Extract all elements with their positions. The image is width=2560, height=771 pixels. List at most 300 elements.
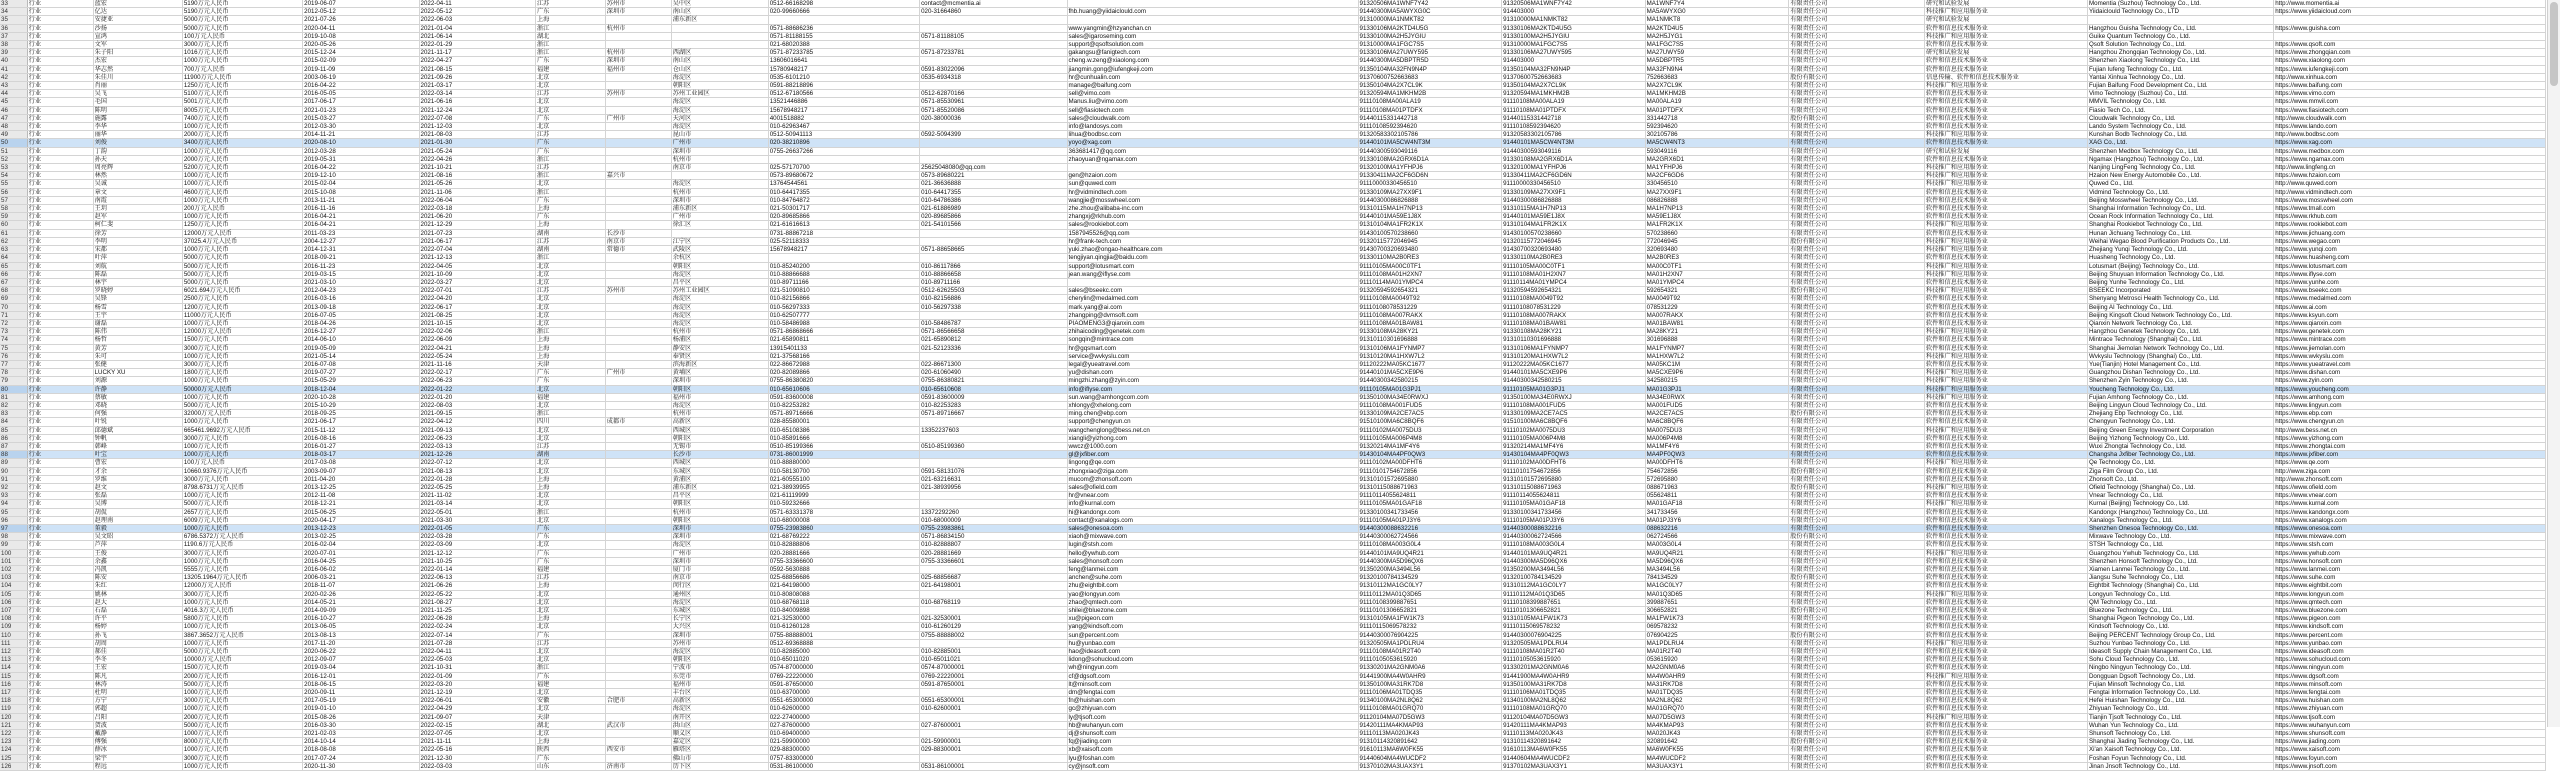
- cell-email[interactable]: 010-88866658: [920, 270, 1067, 278]
- row-number[interactable]: 102: [0, 566, 27, 574]
- table-row[interactable]: [0, 8, 2546, 16]
- cell-founded[interactable]: 2021-07-26: [303, 16, 419, 24]
- cell-district[interactable]: 苏州市: [671, 639, 768, 647]
- cell-capital[interactable]: 6786.5372万元人民币: [182, 533, 302, 541]
- cell-org_type[interactable]: 软件和信息技术服务业: [1925, 467, 2088, 475]
- cell-city[interactable]: [605, 730, 671, 738]
- cell-reg_no[interactable]: MA0049T92: [1645, 295, 1789, 303]
- cell-scope_short[interactable]: Beijing Lingyun Cloud Technology Co., Ltd.: [2087, 401, 2273, 409]
- cell-province[interactable]: 福建: [535, 393, 605, 401]
- cell-province[interactable]: 北京: [535, 434, 605, 442]
- cell-org_code[interactable]: 有限责任公司: [1789, 385, 1925, 393]
- cell-credit_code[interactable]: 91310000MA1FGC7S5: [1358, 41, 1502, 49]
- cell-city[interactable]: [605, 623, 671, 631]
- table-row[interactable]: [0, 98, 2546, 106]
- cell-approved[interactable]: 2021-06-20: [419, 213, 535, 221]
- cell-email[interactable]: 0551-65300001: [920, 697, 1067, 705]
- cell-phone[interactable]: 022-86672988: [768, 360, 919, 368]
- cell-kind[interactable]: 行业: [27, 672, 93, 680]
- cell-scope_short[interactable]: Changsha Jxfiber Technology Co., Ltd.: [2087, 451, 2273, 459]
- cell-kind[interactable]: 行业: [27, 369, 93, 377]
- cell-reg_no[interactable]: 331442718: [1645, 114, 1789, 122]
- cell-founded[interactable]: 2015-10-29: [303, 401, 419, 409]
- cell-city[interactable]: [605, 426, 671, 434]
- cell-alt_contact[interactable]: info@kurnal.com: [1067, 500, 1358, 508]
- cell-credit_code[interactable]: 91320583302105786: [1358, 131, 1502, 139]
- cell-credit_code[interactable]: 91370102MA3UAX3Y1: [1358, 762, 1502, 770]
- cell-founded[interactable]: 2016-07-08: [303, 360, 419, 368]
- cell-credit_code[interactable]: 91320214MA1MF4Y6: [1358, 442, 1502, 450]
- cell-approved[interactable]: 2021-03-14: [419, 500, 535, 508]
- cell-email[interactable]: 010-89711166: [920, 278, 1067, 286]
- cell-founded[interactable]: 2020-04-11: [303, 24, 419, 32]
- cell-org_code[interactable]: 股份有限公司: [1789, 483, 1925, 491]
- cell-city[interactable]: [605, 664, 671, 672]
- cell-district[interactable]: 天河区: [671, 114, 768, 122]
- cell-email[interactable]: 020-38000036: [920, 114, 1067, 122]
- table-row[interactable]: [0, 713, 2546, 721]
- cell-province[interactable]: 北京: [535, 385, 605, 393]
- cell-capital[interactable]: 1000万元人民币: [182, 705, 302, 713]
- cell-tax_id[interactable]: 91120104MA07D5GW3: [1502, 713, 1646, 721]
- cell-province[interactable]: 浙江: [535, 328, 605, 336]
- cell-phone[interactable]: 021-38939955: [768, 483, 919, 491]
- cell-tax_id[interactable]: 91350100MA31RK7D8: [1502, 680, 1646, 688]
- row-number[interactable]: 35: [0, 16, 27, 24]
- cell-city[interactable]: [605, 648, 671, 656]
- cell-org_code[interactable]: 有限责任公司: [1789, 566, 1925, 574]
- cell-city[interactable]: [605, 525, 671, 533]
- cell-province[interactable]: 北京: [535, 262, 605, 270]
- cell-kind[interactable]: 行业: [27, 631, 93, 639]
- cell-reg_no[interactable]: MA00DFHT6: [1645, 459, 1789, 467]
- cell-phone[interactable]: 0510-85199366: [768, 442, 919, 450]
- cell-city[interactable]: [605, 196, 671, 204]
- cell-tax_id[interactable]: 91110108MA00ALA19: [1502, 98, 1646, 106]
- cell-alt_contact[interactable]: gc@zhiyuan.com: [1067, 705, 1358, 713]
- cell-company_en[interactable]: https://www.eightbit.com: [2274, 582, 2546, 590]
- cell-capital[interactable]: 1000万元人民币: [182, 213, 302, 221]
- cell-province[interactable]: 上海: [535, 475, 605, 483]
- cell-company_en[interactable]: http://www.momentia.ai: [2274, 0, 2546, 8]
- cell-province[interactable]: 北京: [535, 730, 605, 738]
- cell-capital[interactable]: 100万元人民币: [182, 459, 302, 467]
- cell-capital[interactable]: 1500万元人民币: [182, 664, 302, 672]
- cell-founded[interactable]: 2017-06-17: [303, 98, 419, 106]
- cell-name[interactable]: 宋都: [93, 246, 182, 254]
- cell-org_code[interactable]: 股份有限公司: [1789, 287, 1925, 295]
- table-row[interactable]: [0, 73, 2546, 81]
- cell-tax_id[interactable]: 91110112MA01Q3D65: [1502, 590, 1646, 598]
- cell-kind[interactable]: 行业: [27, 180, 93, 188]
- cell-founded[interactable]: 2021-06-17: [303, 418, 419, 426]
- cell-approved[interactable]: 2022-03-28: [419, 533, 535, 541]
- cell-email[interactable]: 13372292260: [920, 508, 1067, 516]
- table-row[interactable]: [0, 721, 2546, 729]
- cell-org_type[interactable]: 科技推广和应用服务业: [1925, 426, 2088, 434]
- cell-province[interactable]: 天津: [535, 713, 605, 721]
- cell-province[interactable]: 北京: [535, 459, 605, 467]
- cell-city[interactable]: [605, 656, 671, 664]
- cell-capital[interactable]: 10000万元人民币: [182, 656, 302, 664]
- cell-phone[interactable]: 0592-5630888: [768, 566, 919, 574]
- cell-scope_short[interactable]: Shanghai Jiading Technology Co., Ltd.: [2087, 738, 2273, 746]
- cell-phone[interactable]: 010-65011020: [768, 656, 919, 664]
- cell-company_en[interactable]: https://www.suhe.com: [2274, 574, 2546, 582]
- cell-alt_contact[interactable]: sell@fiasiotech.com: [1067, 106, 1358, 114]
- cell-founded[interactable]: 2015-05-29: [303, 377, 419, 385]
- cell-alt_contact[interactable]: manage@baifung.com: [1067, 82, 1358, 90]
- cell-company_en[interactable]: [2274, 16, 2546, 24]
- cell-alt_contact[interactable]: mark.yang@ai.com: [1067, 303, 1358, 311]
- cell-kind[interactable]: 行业: [27, 533, 93, 541]
- cell-email[interactable]: [920, 57, 1067, 65]
- cell-founded[interactable]: 2012-05-12: [303, 8, 419, 16]
- cell-org_code[interactable]: 有限责任公司: [1789, 648, 1925, 656]
- cell-district[interactable]: 深圳市: [671, 147, 768, 155]
- table-row[interactable]: [0, 615, 2546, 623]
- cell-province[interactable]: 广东: [535, 196, 605, 204]
- cell-approved[interactable]: 2022-02-15: [419, 721, 535, 729]
- table-row[interactable]: [0, 582, 2546, 590]
- cell-org_type[interactable]: 研究和试验发展: [1925, 0, 2088, 8]
- row-number[interactable]: 56: [0, 188, 27, 196]
- cell-founded[interactable]: 2021-01-23: [303, 106, 419, 114]
- cell-email[interactable]: 010-64417355: [920, 188, 1067, 196]
- cell-founded[interactable]: 2014-12-31: [303, 246, 419, 254]
- cell-email[interactable]: 021-59900001: [920, 738, 1067, 746]
- cell-email[interactable]: [920, 155, 1067, 163]
- row-number[interactable]: 39: [0, 49, 27, 57]
- cell-name[interactable]: 肖丽: [93, 82, 182, 90]
- cell-name[interactable]: 程远: [93, 762, 182, 770]
- cell-founded[interactable]: 2020-09-11: [303, 689, 419, 697]
- cell-name[interactable]: 杨哲: [93, 336, 182, 344]
- row-number[interactable]: 107: [0, 607, 27, 615]
- cell-tax_id[interactable]: 91110101306652821: [1502, 607, 1646, 615]
- cell-tax_id[interactable]: 91330109MA27XX9F1: [1502, 188, 1646, 196]
- cell-org_code[interactable]: 有限责任公司: [1789, 65, 1925, 73]
- cell-company_en[interactable]: https://www.jiemolan.com: [2274, 344, 2546, 352]
- cell-city[interactable]: [605, 705, 671, 713]
- cell-name[interactable]: 杨婷: [93, 623, 182, 631]
- cell-city[interactable]: 常德市: [605, 246, 671, 254]
- cell-alt_contact[interactable]: fhb.huang@yiidaiclould.com: [1067, 8, 1358, 16]
- cell-phone[interactable]: 010-58486988: [768, 319, 919, 327]
- cell-company_en[interactable]: https://www.baifung.com: [2274, 82, 2546, 90]
- cell-phone[interactable]: 010-69400000: [768, 730, 919, 738]
- cell-founded[interactable]: 2016-12-01: [303, 672, 419, 680]
- cell-district[interactable]: 嘉定区: [671, 738, 768, 746]
- cell-city[interactable]: [605, 533, 671, 541]
- cell-tax_id[interactable]: 91310104MA1FR2K1X: [1502, 221, 1646, 229]
- cell-city[interactable]: [605, 549, 671, 557]
- cell-reg_no[interactable]: MA5AWYXG0: [1645, 8, 1789, 16]
- cell-credit_code[interactable]: 91110112MA01Q3D65: [1358, 590, 1502, 598]
- cell-capital[interactable]: 1000万元人民币: [182, 451, 302, 459]
- cell-org_code[interactable]: 有限责任公司: [1789, 730, 1925, 738]
- cell-credit_code[interactable]: 91310114320891642: [1358, 738, 1502, 746]
- cell-reg_no[interactable]: MA007RAKX: [1645, 311, 1789, 319]
- cell-phone[interactable]: 010-63700000: [768, 689, 919, 697]
- table-row[interactable]: [0, 623, 2546, 631]
- cell-reg_no[interactable]: MA1PDLRU4: [1645, 639, 1789, 647]
- cell-approved[interactable]: 2021-12-24: [419, 106, 535, 114]
- cell-scope_short[interactable]: Zhejiang Yunqi Technology Co., Ltd.: [2087, 246, 2273, 254]
- cell-org_type[interactable]: 软件和信息技术服务业: [1925, 680, 2088, 688]
- table-row[interactable]: [0, 730, 2546, 738]
- table-row[interactable]: [0, 196, 2546, 204]
- cell-credit_code[interactable]: 91350200MA3494L56: [1358, 566, 1502, 574]
- cell-district[interactable]: 朝阳区: [671, 262, 768, 270]
- cell-email[interactable]: [920, 639, 1067, 647]
- cell-capital[interactable]: 3000万元人民币: [182, 434, 302, 442]
- cell-city[interactable]: [605, 680, 671, 688]
- cell-kind[interactable]: 行业: [27, 106, 93, 114]
- cell-org_code[interactable]: 股份有限公司: [1789, 533, 1925, 541]
- cell-name[interactable]: 张磊: [93, 492, 182, 500]
- cell-tax_id[interactable]: 91110105053615920: [1502, 656, 1646, 664]
- cell-alt_contact[interactable]: shilei@bluezone.com: [1067, 607, 1358, 615]
- cell-district[interactable]: 海淀区: [671, 648, 768, 656]
- cell-province[interactable]: 浙江: [535, 508, 605, 516]
- cell-kind[interactable]: 行业: [27, 262, 93, 270]
- cell-tax_id[interactable]: 91330108MA2GRX6D1A: [1502, 155, 1646, 163]
- cell-name[interactable]: 吴锋: [93, 295, 182, 303]
- cell-city[interactable]: [605, 607, 671, 615]
- cell-founded[interactable]: 2016-12-27: [303, 328, 419, 336]
- cell-founded[interactable]: 2019-01-10: [303, 705, 419, 713]
- cell-org_type[interactable]: 软件和信息技术服务业: [1925, 98, 2088, 106]
- cell-scope_short[interactable]: Beijing Yunhe Technology Co., Ltd.: [2087, 278, 2273, 286]
- cell-tax_id[interactable]: 91110105MA01G3PJ1: [1502, 385, 1646, 393]
- cell-tax_id[interactable]: 91310114320891642: [1502, 738, 1646, 746]
- cell-alt_contact[interactable]: mucom@zhonsoft.com: [1067, 475, 1358, 483]
- cell-approved[interactable]: 2022-07-14: [419, 631, 535, 639]
- cell-scope_short[interactable]: XAG Co., Ltd.: [2087, 139, 2273, 147]
- cell-org_type[interactable]: 科技推广和应用服务业: [1925, 590, 2088, 598]
- cell-scope_short[interactable]: BSEEKC Incorporated: [2087, 287, 2273, 295]
- cell-district[interactable]: 西城区: [671, 426, 768, 434]
- cell-scope_short[interactable]: Hangzhou Zhongqian Technology Co., Ltd.: [2087, 49, 2273, 57]
- cell-company_en[interactable]: https://www.qianxin.com: [2274, 319, 2546, 327]
- cell-approved[interactable]: 2022-03-18: [419, 205, 535, 213]
- cell-tax_id[interactable]: 91330106MA27UWY595: [1502, 49, 1646, 57]
- cell-province[interactable]: 上海: [535, 615, 605, 623]
- row-number[interactable]: 120: [0, 713, 27, 721]
- cell-company_en[interactable]: https://www.ksyun.com: [2274, 311, 2546, 319]
- cell-kind[interactable]: 行业: [27, 590, 93, 598]
- cell-name[interactable]: 杜明: [93, 689, 182, 697]
- cell-company_en[interactable]: https://www.tjsoft.com: [2274, 713, 2546, 721]
- cell-founded[interactable]: 2016-04-22: [303, 164, 419, 172]
- cell-org_type[interactable]: 软件和信息技术服务业: [1925, 508, 2088, 516]
- cell-reg_no[interactable]: 078531229: [1645, 303, 1789, 311]
- cell-company_en[interactable]: https://www.percent.com: [2274, 631, 2546, 639]
- cell-scope_short[interactable]: Youcheng Technology Co., Ltd.: [2087, 385, 2273, 393]
- cell-org_type[interactable]: 信息传输、软件和信息技术服务业: [1925, 73, 2088, 81]
- cell-org_code[interactable]: 有限责任公司: [1789, 656, 1925, 664]
- cell-tax_id[interactable]: 91110108592394620: [1502, 123, 1646, 131]
- cell-founded[interactable]: 2018-12-04: [303, 385, 419, 393]
- row-number[interactable]: 110: [0, 631, 27, 639]
- table-row[interactable]: [0, 410, 2546, 418]
- table-row[interactable]: [0, 525, 2546, 533]
- table-row[interactable]: [0, 697, 2546, 705]
- cell-org_code[interactable]: 有限责任公司: [1789, 8, 1925, 16]
- cell-approved[interactable]: 2022-06-28: [419, 615, 535, 623]
- cell-phone[interactable]: 010-62963467: [768, 123, 919, 131]
- cell-reg_no[interactable]: MA003G0L4: [1645, 541, 1789, 549]
- cell-province[interactable]: 广东: [535, 369, 605, 377]
- row-number[interactable]: 72: [0, 319, 27, 327]
- cell-phone[interactable]: 0574-87000000: [768, 664, 919, 672]
- cell-credit_code[interactable]: 91320506MA1WNF7Y42: [1358, 0, 1502, 8]
- table-row[interactable]: [0, 344, 2546, 352]
- cell-phone[interactable]: 010-85240200: [768, 262, 919, 270]
- cell-capital[interactable]: 100万元人民币: [182, 32, 302, 40]
- cell-reg_no[interactable]: MA1NMKT8: [1645, 16, 1789, 24]
- cell-scope_short[interactable]: Foshan Foyun Technology Co., Ltd.: [2087, 754, 2273, 762]
- cell-capital[interactable]: 1190.6万元人民币: [182, 541, 302, 549]
- cell-province[interactable]: 北京: [535, 705, 605, 713]
- cell-district[interactable]: 东城区: [671, 467, 768, 475]
- cell-reg_no[interactable]: 754672856: [1645, 467, 1789, 475]
- cell-company_en[interactable]: https://www.chengyun.cn: [2274, 418, 2546, 426]
- cell-tax_id[interactable]: 91310110301696888: [1502, 336, 1646, 344]
- cell-approved[interactable]: 2022-05-25: [419, 483, 535, 491]
- cell-city[interactable]: [605, 360, 671, 368]
- cell-founded[interactable]: 2016-11-23: [303, 262, 419, 270]
- cell-province[interactable]: 广东: [535, 631, 605, 639]
- cell-kind[interactable]: 行业: [27, 98, 93, 106]
- cell-city[interactable]: [605, 262, 671, 270]
- cell-kind[interactable]: 行业: [27, 697, 93, 705]
- table-row[interactable]: [0, 762, 2546, 770]
- cell-org_code[interactable]: 有限责任公司: [1789, 360, 1925, 368]
- cell-approved[interactable]: 2021-07-28: [419, 639, 535, 647]
- cell-scope_short[interactable]: Ideasoft Supply Chain Management Co., Ltd.: [2087, 648, 2273, 656]
- cell-credit_code[interactable]: 91310115088671963: [1358, 483, 1502, 491]
- cell-company_en[interactable]: https://www.mosswheel.com: [2274, 196, 2546, 204]
- cell-kind[interactable]: 行业: [27, 360, 93, 368]
- cell-name[interactable]: 刘航: [93, 262, 182, 270]
- cell-credit_code[interactable]: 91310105MA1FW1K73: [1358, 615, 1502, 623]
- cell-org_code[interactable]: 有限责任公司: [1789, 549, 1925, 557]
- cell-tax_id[interactable]: 91430100570238660: [1502, 229, 1646, 237]
- cell-org_type[interactable]: 研究和试验发展: [1925, 16, 2088, 24]
- cell-district[interactable]: 昆山市: [671, 131, 768, 139]
- cell-phone[interactable]: 028-85580001: [768, 418, 919, 426]
- cell-province[interactable]: 山东: [535, 762, 605, 770]
- cell-approved[interactable]: 2022-06-13: [419, 574, 535, 582]
- cell-email[interactable]: 021-63216631: [920, 475, 1067, 483]
- table-row[interactable]: [0, 139, 2546, 147]
- cell-kind[interactable]: 行业: [27, 24, 93, 32]
- cell-tax_id[interactable]: 91110108MA001FUD5: [1502, 401, 1646, 409]
- cell-district[interactable]: 杭州市: [671, 328, 768, 336]
- cell-credit_code[interactable]: 91330106MA27UWY595: [1358, 49, 1502, 57]
- cell-name[interactable]: 梁宇: [93, 754, 182, 762]
- cell-credit_code[interactable]: 91350104MA32FN9N4P: [1358, 65, 1502, 73]
- cell-approved[interactable]: 2022-05-16: [419, 746, 535, 754]
- cell-company_en[interactable]: https://www.jiading.com: [2274, 738, 2546, 746]
- row-number[interactable]: 122: [0, 730, 27, 738]
- row-number[interactable]: 71: [0, 311, 27, 319]
- cell-scope_short[interactable]: Chengyun Technology Co., Ltd.: [2087, 418, 2273, 426]
- cell-org_type[interactable]: 软件和信息技术服务业: [1925, 754, 2088, 762]
- cell-district[interactable]: 洪山区: [671, 721, 768, 729]
- cell-alt_contact[interactable]: dm@fengtai.com: [1067, 689, 1358, 697]
- cell-city[interactable]: [605, 459, 671, 467]
- cell-alt_contact[interactable]: dj@shunsoft.com: [1067, 730, 1358, 738]
- cell-org_code[interactable]: 有限责任公司: [1789, 418, 1925, 426]
- cell-org_type[interactable]: 软件和信息技术服务业: [1925, 475, 2088, 483]
- cell-city[interactable]: [605, 557, 671, 565]
- cell-tax_id[interactable]: 91110108399887651: [1502, 598, 1646, 606]
- cell-company_en[interactable]: https://www.yueatravel.com: [2274, 360, 2546, 368]
- cell-kind[interactable]: 行业: [27, 508, 93, 516]
- cell-approved[interactable]: 2022-08-03: [419, 401, 535, 409]
- cell-approved[interactable]: 2021-01-30: [419, 139, 535, 147]
- cell-org_code[interactable]: 有限责任公司: [1789, 221, 1925, 229]
- cell-tax_id[interactable]: 91440101MA59E1J8X: [1502, 213, 1646, 221]
- cell-alt_contact[interactable]: anchen@suhe.com: [1067, 574, 1358, 582]
- cell-approved[interactable]: 2021-11-06: [419, 188, 535, 196]
- table-row[interactable]: [0, 516, 2546, 524]
- cell-email[interactable]: contact@mcmentia.ai: [920, 0, 1067, 8]
- cell-approved[interactable]: 2022-05-24: [419, 352, 535, 360]
- cell-capital[interactable]: 5100万元人民币: [182, 90, 302, 98]
- cell-email[interactable]: [920, 730, 1067, 738]
- cell-org_code[interactable]: 有限责任公司: [1789, 57, 1925, 65]
- table-row[interactable]: [0, 328, 2546, 336]
- cell-city[interactable]: [605, 139, 671, 147]
- cell-founded[interactable]: 2004-12-27: [303, 237, 419, 245]
- cell-name[interactable]: 罗晓婷: [93, 287, 182, 295]
- row-number[interactable]: 81: [0, 393, 27, 401]
- cell-alt_contact[interactable]: 363681417@qq.com: [1067, 147, 1358, 155]
- row-number[interactable]: 125: [0, 754, 27, 762]
- cell-approved[interactable]: 2022-01-05: [419, 525, 535, 533]
- cell-credit_code[interactable]: 91110101306652821: [1358, 607, 1502, 615]
- cell-email[interactable]: 021-32530001: [920, 615, 1067, 623]
- cell-reg_no[interactable]: MA2B0RE3: [1645, 254, 1789, 262]
- cell-company_en[interactable]: https://www.jichuang.com: [2274, 229, 2546, 237]
- cell-org_type[interactable]: 研究和试验发展: [1925, 49, 2088, 57]
- cell-kind[interactable]: 行业: [27, 500, 93, 508]
- cell-tax_id[interactable]: 91430104MA4PF0QW3: [1502, 451, 1646, 459]
- cell-kind[interactable]: 行业: [27, 237, 93, 245]
- row-number[interactable]: 47: [0, 114, 27, 122]
- cell-name[interactable]: 亿达: [93, 8, 182, 16]
- cell-kind[interactable]: 行业: [27, 287, 93, 295]
- cell-tax_id[interactable]: 91110102MA0075DU3: [1502, 426, 1646, 434]
- cell-capital[interactable]: 2500万元人民币: [182, 295, 302, 303]
- cell-company_en[interactable]: https://www.xaisoft.com: [2274, 746, 2546, 754]
- cell-org_code[interactable]: 有限责任公司: [1789, 541, 1925, 549]
- cell-approved[interactable]: 2022-03-13: [419, 442, 535, 450]
- cell-founded[interactable]: 2016-04-22: [303, 82, 419, 90]
- cell-district[interactable]: 南山区: [671, 57, 768, 65]
- cell-alt_contact[interactable]: zhangping@dvmsoft.com: [1067, 311, 1358, 319]
- row-number[interactable]: 94: [0, 500, 27, 508]
- cell-company_en[interactable]: https://www.lando.com: [2274, 123, 2546, 131]
- cell-name[interactable]: 丽华: [93, 131, 182, 139]
- cell-org_type[interactable]: 科技推广和应用服务业: [1925, 549, 2088, 557]
- cell-email[interactable]: 0755-86380821: [920, 377, 1067, 385]
- cell-phone[interactable]: 010-89711166: [768, 278, 919, 286]
